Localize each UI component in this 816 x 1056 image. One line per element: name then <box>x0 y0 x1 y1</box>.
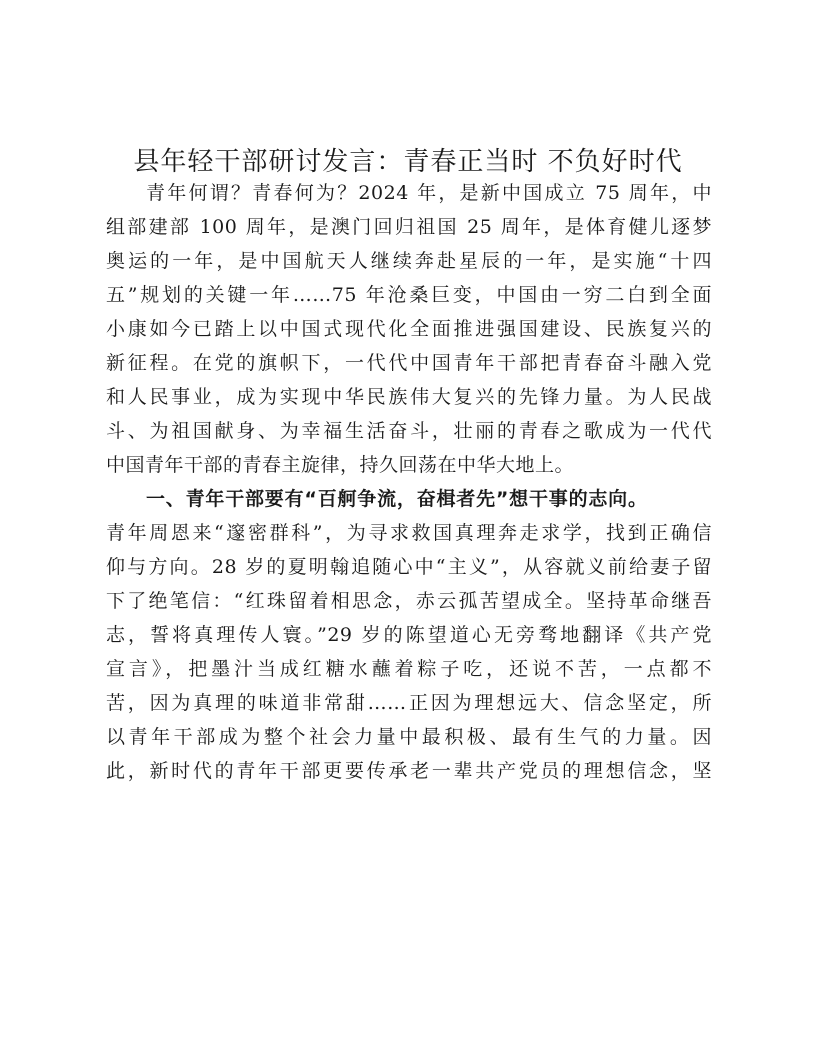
paragraph-line: 和人民事业，成为实现中华民族伟大复兴的先锋力量。为人民战 <box>106 386 712 408</box>
paragraph-line: 宣言》，把墨汁当成红糖水蘸着粽子吃，还说不苦，一点都不 <box>106 658 712 680</box>
section-heading: 一、青年干部要有“百舸争流，奋楫者先”想干事的志向。 <box>146 488 648 510</box>
paragraph-line: 仰与方向。28 岁的夏明翰追随心中“主义”，从容就义前给妻子留 <box>106 556 712 578</box>
paragraph-line: 苦，因为真理的味道非常甜……正因为理想远大、信念坚定，所 <box>106 692 712 714</box>
paragraph-intro <box>106 176 712 482</box>
paragraph-line: 志，誓将真理传人寰。”29 岁的陈望道心无旁骛地翻译《共产党 <box>106 624 712 646</box>
paragraph-line: 青年周恩来“邃密群科”，为寻求救国真理奔走求学，找到正确信 <box>106 522 712 544</box>
paragraph-line: 奥运的一年，是中国航天人继续奔赴星辰的一年，是实施“十四 <box>106 250 712 272</box>
paragraph-line: 青年何谓？青春何为？2024 年，是新中国成立 75 周年，中 <box>146 182 712 204</box>
paragraph-line: 斗、为祖国献身、为幸福生活奋斗，壮丽的青春之歌成为一代代 <box>106 420 712 442</box>
paragraph-line: 以青年干部成为整个社会力量中最积极、最有生气的力量。因 <box>106 726 712 748</box>
paragraph-line: 组部建部 100 周年，是澳门回归祖国 25 周年，是体育健儿逐梦 <box>106 216 712 238</box>
paragraph-line: 新征程。在党的旗帜下，一代代中国青年干部把青春奋斗融入党 <box>106 352 712 374</box>
document-title: 县年轻干部研讨发言：青春正当时 不负好时代 <box>133 147 683 177</box>
paragraph-line: 中国青年干部的青春主旋律，持久回荡在中华大地上。 <box>106 454 575 476</box>
paragraph-line: 此，新时代的青年干部更要传承老一辈共产党员的理想信念，坚 <box>106 760 712 782</box>
document-body <box>106 176 712 788</box>
paragraph-line: 小康如今已踏上以中国式现代化全面推进强国建设、民族复兴的 <box>106 318 712 340</box>
paragraph-section-1 <box>106 516 712 788</box>
paragraph-line: 下了绝笔信：“红珠留着相思念，赤云孤苦望成全。坚持革命继吾 <box>106 590 712 612</box>
paragraph-line: 五”规划的关键一年……75 年沧桑巨变，中国由一穷二白到全面 <box>106 284 712 306</box>
